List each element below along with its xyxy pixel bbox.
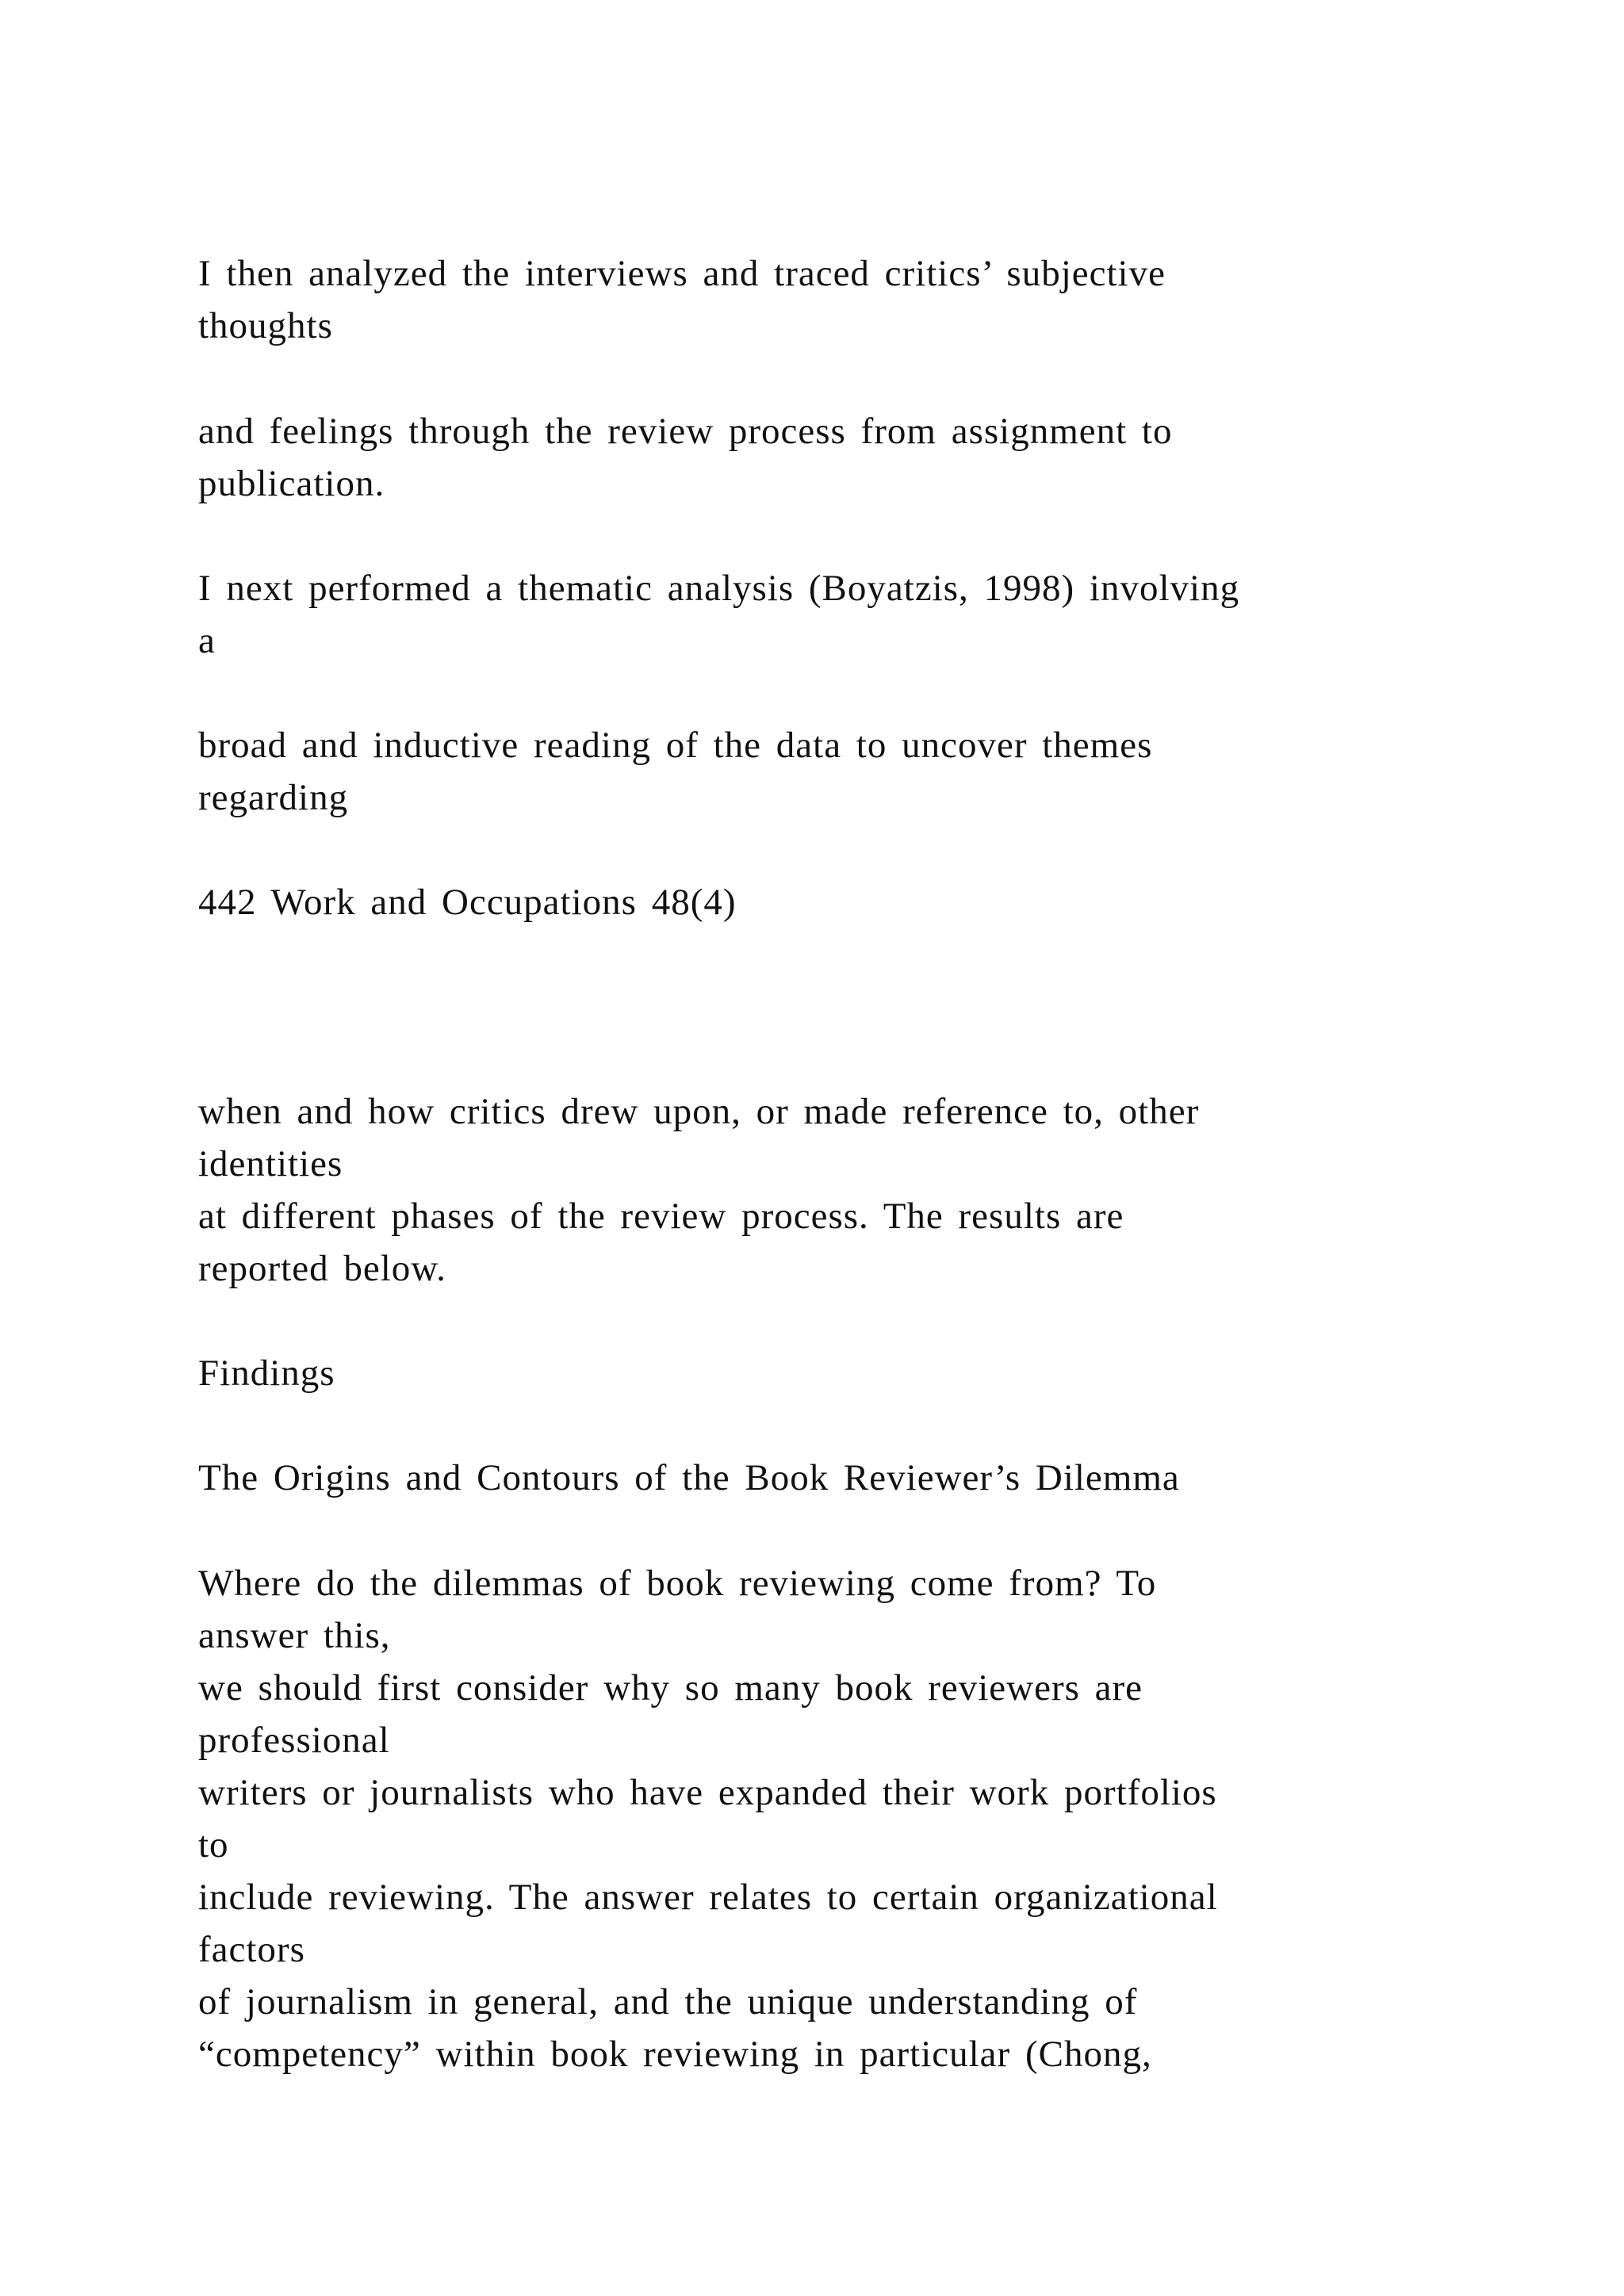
- section-heading: Findings: [198, 1353, 335, 1394]
- text-line: “competency” within book reviewing in particular (Chong,: [198, 2034, 1152, 2075]
- text-line: Where do the dilemmas of book reviewing come from? To: [198, 1563, 1157, 1604]
- text-line: thoughts: [198, 305, 333, 346]
- running-header: 442 Work and Occupations 48(4): [198, 882, 737, 923]
- text-line: broad and inductive reading of the data to uncover themes: [198, 725, 1153, 766]
- text-line: publication.: [198, 463, 385, 504]
- text-line: I next performed a thematic analysis (Boyatzis, 1998) involving: [198, 568, 1240, 609]
- text-line: professional: [198, 1720, 390, 1761]
- text-line: and feelings through the review process from assignment to: [198, 411, 1173, 452]
- text-line: I then analyzed the interviews and traced critics’ subjective: [198, 253, 1166, 294]
- text-line: to: [198, 1824, 229, 1866]
- text-line: we should first consider why so many book reviewers are: [198, 1667, 1143, 1709]
- text-line: reported below.: [198, 1248, 446, 1289]
- text-line: of journalism in general, and the unique understanding of: [198, 1981, 1138, 2022]
- text-line: regarding: [198, 777, 349, 818]
- text-line: a: [198, 620, 216, 661]
- text-line: when and how critics drew upon, or made reference to, other: [198, 1091, 1200, 1132]
- text-line: writers or journalists who have expanded their work portfolios: [198, 1772, 1217, 1813]
- subsection-heading: The Origins and Contours of the Book Reviewer’s Dilemma: [198, 1457, 1180, 1498]
- text-line: include reviewing. The answer relates to certain organizational: [198, 1877, 1218, 1918]
- text-line: answer this,: [198, 1615, 391, 1656]
- text-line: at different phases of the review process. The results are: [198, 1196, 1124, 1237]
- text-line: identities: [198, 1143, 343, 1184]
- text-line: factors: [198, 1929, 305, 1970]
